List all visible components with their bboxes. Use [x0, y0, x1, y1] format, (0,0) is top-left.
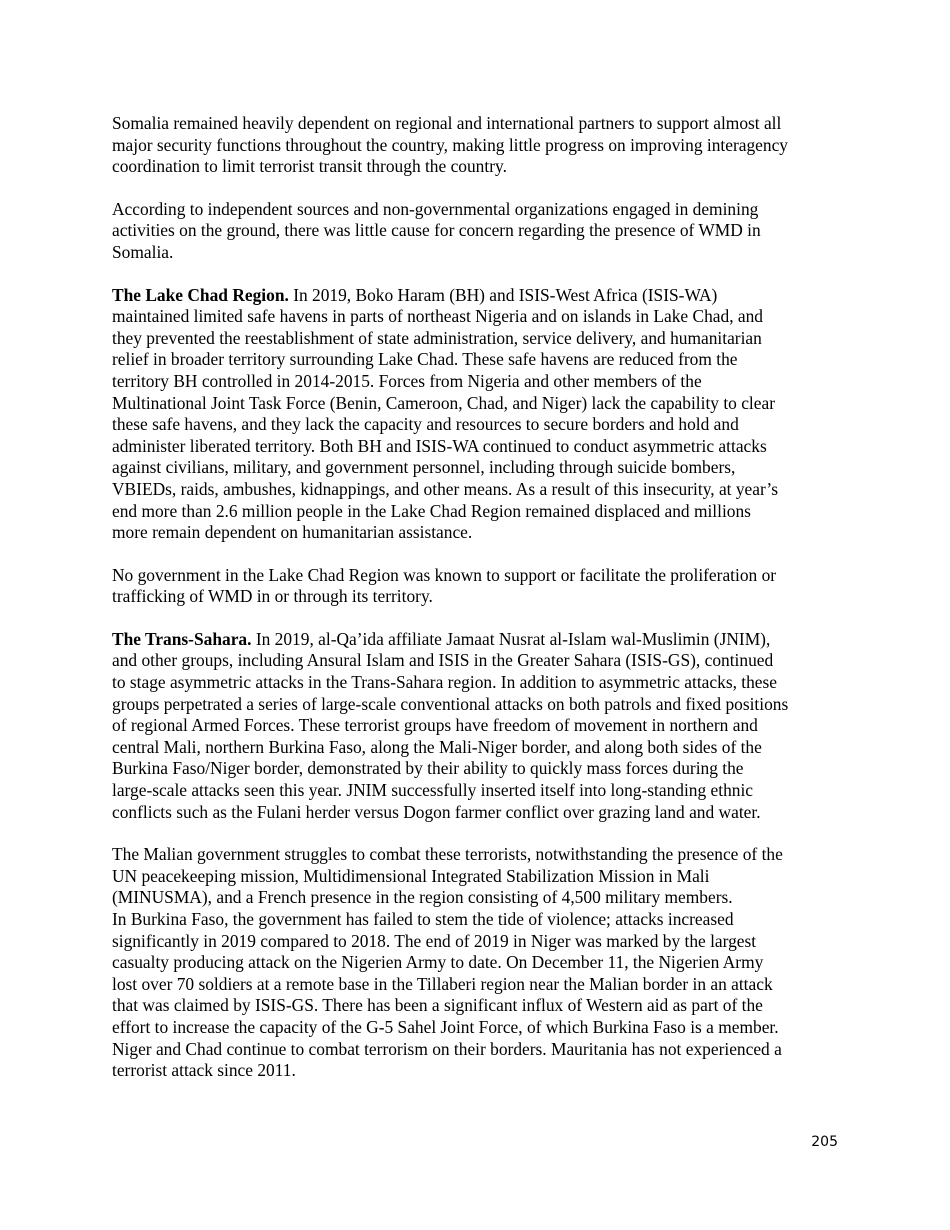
- paragraph-text: According to independent sources and non-governmental organizations engaged in demining activities on the ground, there was little cause for concern regarding the presence of WMD in Somalia.: [112, 198, 761, 262]
- paragraph-text: In 2019, al-Qa’ida affiliate Jamaat Nusrat al-Islam wal-Muslimin (JNIM), and other groups, including Ansural Islam and ISIS in the Greater Sahara (ISIS-GS), continued to stage asymmetric attacks in the Trans-Sahara region. In addition to asymmetric attacks, these groups perpetrated a series of large-scale conventional attacks on both patrols and fixed positions of regional Armed Forces. These terrorist groups have freedom of movement in northern and central Mali, northern Burkina Faso, along the Mali-Niger border, and along both sides of the Burkina Faso/Niger border, demonstrated by their ability to quickly mass forces during the large-scale attacks seen this year. JNIM successfully inserted itself into long-standing ethnic conflicts such as the Fulani herder versus Dogon farmer conflict over grazing land and water.: [112, 628, 789, 822]
- paragraph-somalia-wmd: [112, 199, 840, 264]
- section-heading-lake-chad: The Lake Chad Region.: [112, 284, 289, 305]
- paragraph-malian-government: [112, 844, 840, 1082]
- paragraph-lake-chad-region: [112, 285, 840, 544]
- paragraph-text: Somalia remained heavily dependent on regional and international partners to support almost all major security functions throughout the country, making little progress on improving interagency coordination to limit terrorist transit through the country.: [112, 113, 788, 177]
- paragraph-text: No government in the Lake Chad Region was known to support or facilitate the proliferation or trafficking of WMD in or through its territory.: [112, 564, 777, 607]
- paragraph-somalia-security: [112, 113, 840, 178]
- paragraph-text: In 2019, Boko Haram (BH) and ISIS-West Africa (ISIS-WA) maintained limited safe havens in parts of northeast Nigeria and on islands in Lake Chad, and they prevented the reestablishment of state administration, service delivery, and humanitarian relief in broader territory surrounding Lake Chad. These safe havens are reduced from the territory BH controlled in 2014-2015. Forces from Nigeria and other members of the Multinational Joint Task Force (Benin, Cameroon, Chad, and Niger) lack the capability to clear these safe havens, and they lack the capacity and resources to secure borders and hold and administer liberated territory. Both BH and ISIS-WA continued to conduct asymmetric attacks against civilians, military, and government personnel, including through suicide bombers, VBIEDs, raids, ambushes, kidnappings, and other means. As a result of this insecurity, at year’s end more than 2.6 million people in the Lake Chad Region remained displaced and millions more remain dependent on humanitarian assistance.: [112, 284, 779, 543]
- paragraph-lake-chad-wmd: [112, 565, 840, 608]
- page-number: 205: [811, 1134, 838, 1150]
- paragraph-text: The Malian government struggles to combat these terrorists, notwithstanding the presence of the UN peacekeeping mission, Multidimensional Integrated Stabilization Mission in Mali (MINUSMA), and a French presence in the region consisting of 4,500 military members. In Burkina Faso, the government has failed to stem the tide of violence; attacks increased significantly in 2019 compared to 2018. The end of 2019 in Niger was marked by the largest casualty producing attack on the Nigerien Army to date. On December 11, the Nigerien Army lost over 70 soldiers at a remote base in the Tillaberi region near the Malian border in an attack that was claimed by ISIS-GS. There has been a significant influx of Western aid as part of the effort to increase the capacity of the G-5 Sahel Joint Force, of which Burkina Faso is a member. Niger and Chad continue to combat terrorism on their borders. Mauritania has not experienced a terrorist attack since 2011.: [112, 844, 783, 1081]
- paragraph-trans-sahara: [112, 629, 840, 823]
- document-body: [112, 113, 840, 1103]
- section-heading-trans-sahara: The Trans-Sahara.: [112, 628, 252, 649]
